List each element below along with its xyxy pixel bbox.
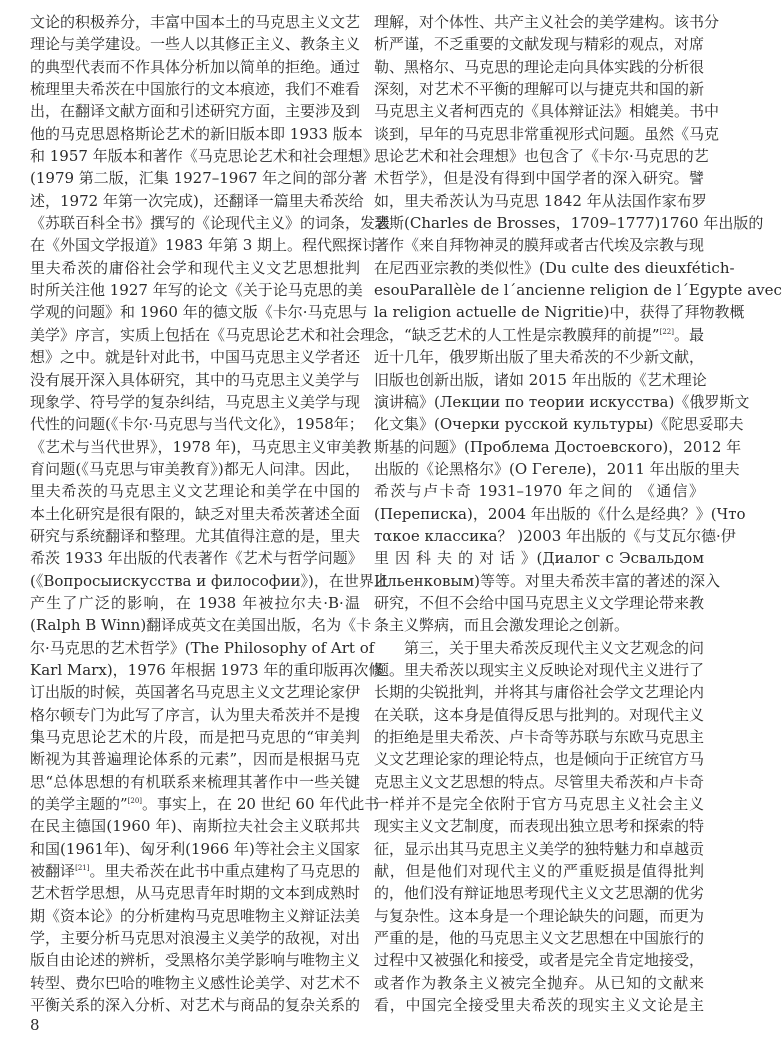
text-line bbox=[30, 503, 360, 525]
text-line bbox=[374, 659, 704, 681]
text-line bbox=[30, 480, 360, 502]
text-line bbox=[30, 994, 360, 1016]
text-line bbox=[30, 190, 364, 212]
text-line bbox=[30, 882, 360, 904]
line-text: 和国(1961年)、匈牙利(1966 年)等社会主义国家 bbox=[30, 839, 360, 858]
column-left bbox=[30, 11, 391, 1016]
text-line bbox=[30, 927, 360, 949]
text-line bbox=[30, 346, 360, 368]
text-line bbox=[374, 78, 704, 100]
line-text: 思论艺术和社会理想》也包含了《卡尔·马克思的艺 bbox=[374, 147, 709, 166]
text-line bbox=[374, 972, 704, 994]
text-line bbox=[30, 525, 360, 547]
line-text: 念，“缺乏艺术的人工性是宗教膜拜的前提” bbox=[374, 325, 660, 344]
text-line bbox=[30, 145, 378, 167]
text-line bbox=[30, 436, 372, 458]
line-text: 梳理里夫希茨在中国旅行的文本痕迹，我们不难看 bbox=[30, 80, 361, 99]
line-text: 里夫希茨的马克思主义文艺理论和美学在中国的 bbox=[30, 482, 360, 501]
text-line bbox=[374, 11, 720, 33]
line-text: 的拒绝是里夫希茨、卢卡奇等苏联与东欧马克思主 bbox=[374, 728, 705, 746]
text-line bbox=[30, 458, 360, 480]
line-text: 研究，不但不会给中国马克思主义文学理论带来教 bbox=[374, 593, 705, 612]
text-line bbox=[374, 190, 707, 212]
text-line bbox=[30, 413, 364, 435]
line-text: 的典型代表而不作具体分析加以简单的拒绝。通过 bbox=[30, 57, 361, 76]
text-line bbox=[30, 637, 375, 659]
line-text: 深刻，对艺术不平衡的理解可以与捷克共和国的新 bbox=[374, 80, 705, 99]
line-text: 里 因 科 夫 的 对 话 》(Диалог с Эсвальдом bbox=[374, 549, 704, 568]
text-line bbox=[30, 123, 363, 145]
line-text: 格尔顿专门为此写了序言，认为里夫希茨并不是搜 bbox=[30, 705, 361, 724]
line-text: 在《外国文学报道》1983 年第 3 期上。程代熙探讨 bbox=[30, 236, 378, 255]
text-line bbox=[374, 927, 704, 949]
line-text: 勒、黑格尔、马克思的理论走向具体实践的分析很 bbox=[374, 57, 705, 76]
line-text: 谈到，早年的马克思非常重视形式问题。虽然《马克 bbox=[374, 124, 720, 143]
text-line bbox=[374, 324, 704, 346]
text-line bbox=[374, 949, 704, 971]
line-text: 学，主要分析马克思对浪漫主义美学的敌视，对出 bbox=[30, 929, 361, 948]
line-text: 想》之中。就是针对此书，中国马克思主义学者还 bbox=[30, 348, 361, 367]
text-line bbox=[30, 860, 360, 882]
line-text: 美学》序言，实质上包括在《马克思论艺术和社会理 bbox=[30, 325, 376, 344]
text-line bbox=[374, 100, 720, 122]
line-text: 平衡关系的深入分析、对艺术与商品的复杂关系的 bbox=[30, 996, 361, 1015]
line-text: 化文集》(Очерки русской культуры)《陀思妥耶夫 bbox=[374, 415, 744, 434]
line-text: 如，里夫希茨认为马克思 1842 年从法国作家布罗 bbox=[374, 191, 707, 210]
line-text: 文论的积极养分，丰富中国本土的马克思主义文艺 bbox=[30, 13, 361, 31]
text-line bbox=[374, 525, 736, 547]
text-line bbox=[374, 369, 707, 391]
text-line bbox=[374, 771, 704, 793]
text-line bbox=[30, 614, 372, 636]
line-text: 艺术哲学思想，从马克思青年时期的文本到成熟时 bbox=[30, 884, 361, 903]
text-line bbox=[374, 480, 704, 502]
text-line bbox=[30, 793, 380, 815]
line-text: 断视为其普遍理论体系的元素”，因而是根据马克 bbox=[30, 750, 360, 769]
line-text: 马克思主义者柯西克的《具体辩证法》相媲美。书中 bbox=[374, 102, 720, 121]
text-line bbox=[30, 324, 376, 346]
text-line bbox=[374, 838, 704, 860]
line-text: 希茨 1933 年出版的代表著作《艺术与哲学问题》 bbox=[30, 549, 363, 568]
line-text: 述，1972 年第一次完成)，还翻译一篇里夫希茨给 bbox=[30, 191, 364, 210]
line-text: 尔·马克思的艺术哲学》(The Philosophy of Art of bbox=[30, 638, 375, 657]
text-line bbox=[374, 167, 704, 189]
page-number: 8 bbox=[30, 1016, 40, 1034]
line-text: 义文艺理论家的理论特点，也是倾向于正统官方马 bbox=[374, 750, 705, 769]
text-line bbox=[374, 637, 704, 659]
text-line bbox=[30, 748, 360, 770]
line-text: 长期的尖锐批判，并将其与庸俗社会学文艺理论内 bbox=[374, 683, 705, 702]
line-text: 旧版也创新出版，诸如 2015 年出版的《艺术理论 bbox=[374, 370, 707, 389]
line-text: 征，显示出其马克思主义美学的独特魅力和卓越贡 bbox=[374, 839, 705, 858]
line-text: 《艺术与当代世界》，1978 年)，马克思主义审美教 bbox=[30, 437, 372, 456]
text-line bbox=[374, 547, 704, 569]
text-line bbox=[30, 592, 360, 614]
citation-ref: [22] bbox=[659, 327, 674, 336]
line-text: 思“总体思想的有机联系来梳理其著作中一些关键 bbox=[30, 772, 360, 791]
line-text: 析严谨，不乏重要的文献发现与精彩的观点，对席 bbox=[374, 35, 705, 54]
text-line bbox=[30, 56, 360, 78]
line-text: 里夫希茨的庸俗社会学和现代主义文艺思想批判 bbox=[30, 258, 360, 277]
text-line bbox=[374, 570, 720, 592]
text-line bbox=[374, 748, 704, 770]
text-line bbox=[30, 78, 360, 100]
text-line bbox=[30, 681, 360, 703]
line-text: (Переписка)，2004 年出版的《什么是经典？》(Что bbox=[374, 504, 746, 523]
line-text: 瑟斯(Charles de Brosses，1709–1777)1760 年出版的 bbox=[374, 214, 764, 233]
line-text: 题。里夫希茨以现实主义反映论对现代主义进行了 bbox=[374, 660, 705, 679]
text-line bbox=[374, 123, 720, 145]
text-line bbox=[30, 212, 391, 234]
text-line bbox=[374, 793, 704, 815]
line-text: 。事实上，在 20 世纪 60 年代此书 bbox=[142, 795, 380, 814]
text-line bbox=[30, 369, 360, 391]
text-line bbox=[30, 100, 360, 122]
text-line bbox=[30, 704, 360, 726]
text-line bbox=[30, 949, 360, 971]
line-text: 。最 bbox=[673, 325, 704, 344]
line-text: 集马克思论艺术的片段，而是把马克思的“审美判 bbox=[30, 728, 360, 746]
text-line bbox=[374, 860, 704, 882]
line-text: 出，在翻译文献方面和引述研究方面，主要涉及到 bbox=[30, 102, 361, 121]
text-line bbox=[374, 905, 704, 927]
text-line bbox=[30, 301, 368, 323]
line-text: 看，中国完全接受里夫希茨的现实主义文论是主 bbox=[374, 996, 704, 1015]
line-text: 被翻译 bbox=[30, 862, 76, 881]
line-text: (Ralph B Winn)翻译成英文在美国出版，名为《卡 bbox=[30, 616, 372, 635]
text-line bbox=[30, 972, 360, 994]
line-text: 转型、费尔巴哈的唯物主义感性论美学、对艺术不 bbox=[30, 973, 361, 992]
line-text: 的美学主题的” bbox=[30, 795, 128, 814]
text-line bbox=[30, 234, 378, 256]
line-text: 《苏联百科全书》撰写的《论现代主义》的词条，发表 bbox=[30, 214, 391, 233]
citation-ref: [20] bbox=[127, 797, 143, 806]
text-line bbox=[374, 614, 704, 636]
column-right bbox=[374, 11, 782, 1016]
line-text: 条主义弊病，而且会激发理论之创新。 bbox=[374, 616, 630, 635]
line-text: (1979 第二版，汇集 1927–1967 年之间的部分著 bbox=[30, 169, 368, 188]
text-line bbox=[374, 681, 704, 703]
text-line bbox=[30, 570, 389, 592]
text-line bbox=[374, 503, 746, 525]
line-text: 第三，关于里夫希茨反现代主义文艺观念的问 bbox=[404, 638, 705, 657]
line-text: 理论与美学建设。一些人以其修正主义、教条主义 bbox=[30, 35, 361, 54]
text-line bbox=[374, 882, 704, 904]
line-text: 本土化研究是很有限的，缺乏对里夫希茨著述全面 bbox=[30, 504, 361, 523]
text-line bbox=[374, 212, 764, 234]
text-line bbox=[374, 33, 704, 55]
text-line bbox=[30, 905, 360, 927]
text-line bbox=[374, 994, 704, 1016]
line-text: тαкое классика？ )2003 年出版的《与艾瓦尔德·伊 bbox=[374, 526, 736, 545]
text-line bbox=[30, 391, 360, 413]
line-text: Ильенковым)等等。对里夫希茨丰富的著述的深入 bbox=[374, 571, 720, 590]
text-line bbox=[30, 815, 360, 837]
line-text: 订出版的时候，英国著名马克思主义文艺理论家伊 bbox=[30, 683, 361, 702]
line-text: 过程中又被强化和接受，或者是完全肯定地接受， bbox=[374, 951, 705, 970]
text-line bbox=[374, 413, 744, 435]
line-text: 演讲稿》(Лекции по теории искусства)《俄罗斯文 bbox=[374, 392, 750, 411]
line-text: 克思主义文艺思想的特点。尽管里夫希茨和卢卡奇 bbox=[374, 772, 705, 791]
text-line bbox=[374, 145, 709, 167]
line-text: (《Вопросыискусства и философии》)，在世界上 bbox=[30, 571, 389, 590]
text-line bbox=[374, 391, 750, 413]
line-text: 现实主义文艺制度，而表现出独立思考和探索的特 bbox=[374, 817, 705, 836]
line-text: la religion actuelle de Nigritie)中，获得了拜物教概 bbox=[374, 303, 745, 322]
line-text: 在民主德国(1960 年)、南斯拉夫社会主义联邦共 bbox=[30, 817, 360, 836]
text-line bbox=[30, 11, 360, 33]
line-text: 期《资本论》的分析建构马克思唯物主义辩证法美 bbox=[30, 906, 361, 925]
line-text: 理解，对个体性、共产主义社会的美学建构。该书分 bbox=[374, 13, 720, 31]
line-text: 斯基的问题》(Проблема Достоевского)，2012 年 bbox=[374, 437, 742, 456]
line-text: 希茨与卢卡奇 1931–1970 年之间的 《通信》 bbox=[374, 482, 704, 501]
line-text: 版自由论述的辨析，受黑格尔美学影响与唯物主义 bbox=[30, 951, 361, 970]
line-text: esouParallèle de l´ancienne religion de l´Egypte avec bbox=[374, 281, 782, 300]
text-line bbox=[30, 771, 360, 793]
line-text: 学观的问题》和 1960 年的德文版《卡尔·马克思与 bbox=[30, 303, 368, 322]
line-text: 著作《来自拜物神灵的膜拜或者古代埃及宗教与现 bbox=[374, 236, 705, 255]
line-text: 代性的问题(《卡尔·马克思与当代文化》，1958年； bbox=[30, 415, 364, 434]
text-line bbox=[374, 279, 782, 301]
line-text: 一样并不是完全依附于官方马克思主义社会主义 bbox=[374, 795, 704, 814]
line-text: 在尼西亚宗教的类似性》(Du culte des dieuxfétich- bbox=[374, 258, 735, 277]
text-line bbox=[374, 704, 704, 726]
text-line bbox=[30, 659, 384, 681]
citation-ref: [21] bbox=[75, 864, 90, 873]
line-text: 或者作为教条主义被完全抛弃。从已知的文献来 bbox=[374, 973, 704, 992]
text-line bbox=[374, 257, 735, 279]
text-line bbox=[30, 257, 360, 279]
line-text: 出版的《论黑格尔》(О Гегеле)，2011 年出版的里夫 bbox=[374, 459, 740, 478]
text-line bbox=[30, 33, 360, 55]
line-text: 现象学、符号学的复杂纠结，马克思主义美学与现 bbox=[30, 392, 361, 411]
line-text: 时所关注他 1927 年写的论文《关于论马克思的美 bbox=[30, 281, 363, 300]
text-line bbox=[374, 436, 742, 458]
text-line bbox=[374, 56, 704, 78]
text-line bbox=[374, 458, 740, 480]
text-line bbox=[30, 726, 360, 748]
line-text: 献，但是他们对现代主义的严重贬损是值得批判 bbox=[374, 862, 704, 881]
text-line bbox=[30, 547, 363, 569]
line-text: 与复杂性。这本身是一个理论缺失的问题，而更为 bbox=[374, 906, 705, 925]
text-line bbox=[30, 838, 360, 860]
text-line bbox=[30, 167, 368, 189]
line-text: 近十几年，俄罗斯出版了里夫希茨的不少新文献， bbox=[374, 348, 705, 367]
line-text: 研究与系统翻译和整理。尤其值得注意的是，里夫 bbox=[30, 526, 361, 545]
text-line bbox=[374, 301, 745, 323]
line-text: 术哲学》，但是没有得到中国学者的深入研究。譬 bbox=[374, 169, 704, 188]
text-line bbox=[374, 726, 704, 748]
text-line bbox=[374, 234, 704, 256]
text-line bbox=[374, 346, 704, 368]
line-text: 在关联，这本身是值得反思与批判的。对现代主义 bbox=[374, 705, 705, 724]
line-text: 没有展开深入具体研究，其中的马克思主义美学与 bbox=[30, 370, 361, 389]
text-line bbox=[30, 279, 363, 301]
line-text: 。里夫希茨在此书中重点建构了马克思的 bbox=[89, 862, 360, 881]
line-text: 育问题(《马克思与审美教育》)都无人问津。因此， bbox=[30, 459, 360, 478]
line-text: 他的马克思恩格斯论艺术的新旧版本即 1933 版本 bbox=[30, 124, 363, 143]
line-text: Karl Marx)，1976 年根据 1973 年的重印版再次修 bbox=[30, 660, 384, 679]
line-text: 的，他们没有辩证地思考现代主义文艺思潮的优劣 bbox=[374, 884, 705, 903]
line-text: 和 1957 年版本和著作《马克思论艺术和社会理想》 bbox=[30, 147, 378, 166]
line-text: 产生了广泛的影响，在 1938 年被拉尔夫·B·温 bbox=[30, 593, 360, 612]
text-line bbox=[374, 592, 704, 614]
line-text: 严重的是，他的马克思主义文艺思想在中国旅行的 bbox=[374, 929, 705, 948]
text-line bbox=[374, 815, 704, 837]
